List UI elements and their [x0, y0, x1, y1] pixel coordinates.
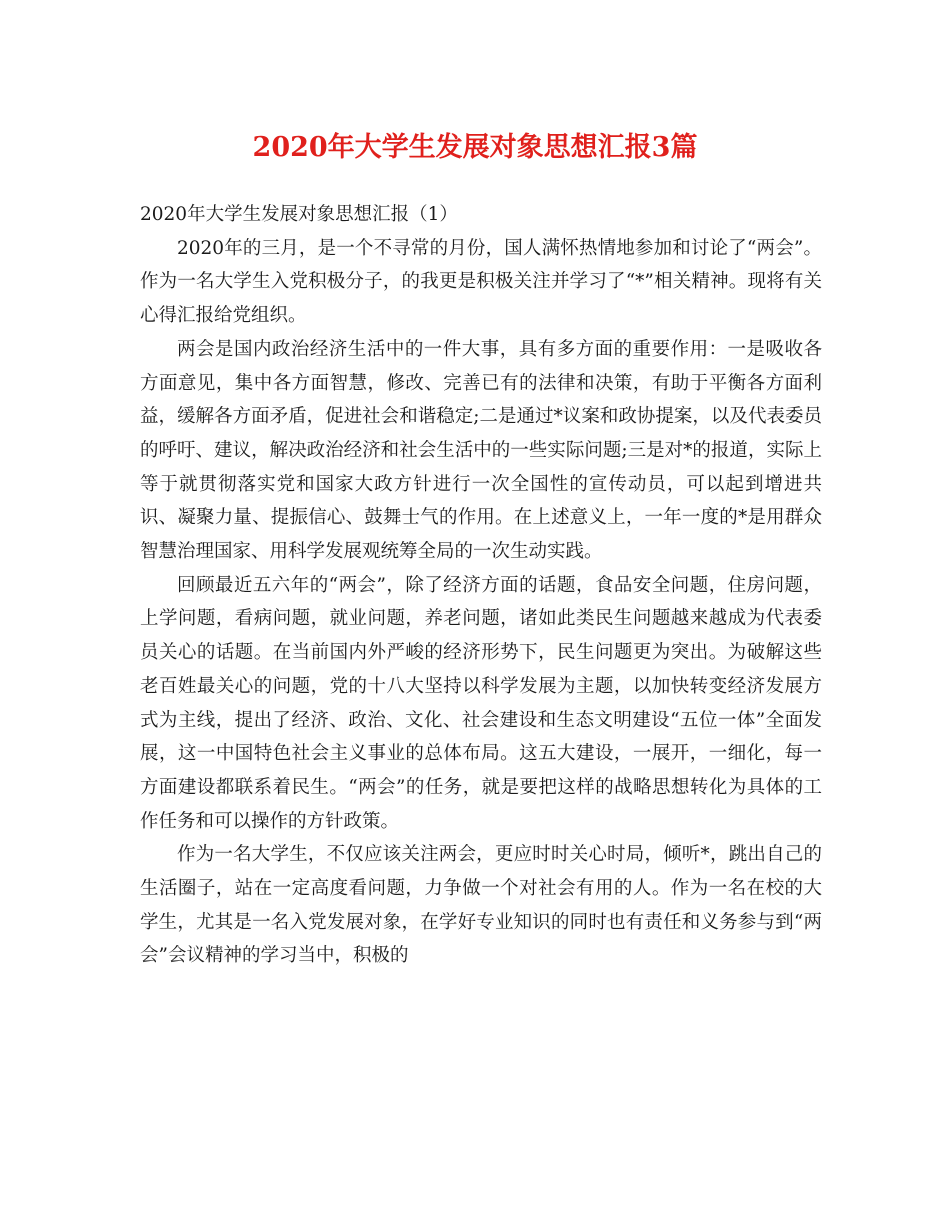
- paragraph-1: 2020年的三月，是一个不寻常的月份，国人满怀热情地参加和讨论了“两会”。作为一名大学生入党积极分子，的我更是积极关注并学习了“*”相关精神。现将有关心得汇报给党组织。: [140, 237, 822, 327]
- paragraph-3: 回顾最近五六年的“两会”，除了经济方面的话题，食品安全问题，住房问题，上学问题，看病问题，就业问题，养老问题，诸如此类民生问题越来越成为代表委员关心的话题。在当前国内外严峻的经济形势下，民生问题更为突出。为破解这些老百姓最关心的问题，党的十八大坚持以科学发展为主题，以加快转变经济发展方式为主线，提出了经济、政治、文化、社会建设和生态文明建设“五位一体”全面发展，这一中国特色社会主义事业的总体布局。这五大建设，一展开，一细化，每一方面建设都联系着民生。“两会”的任务，就是要把这样的战略思想转化为具体的工作任务和可以操作的方针政策。: [140, 574, 822, 832]
- paragraph-4: 作为一名大学生，不仅应该关注两会，更应时时关心时局，倾听*，跳出自己的生活圈子，站在一定高度看问题，力争做一个对社会有用的人。作为一名在校的大学生，尤其是一名入党发展对象，在学好专业知识的同时也有责任和义务参与到“两会”会议精神的学习当中，积极的: [140, 844, 822, 967]
- paragraph-2: 两会是国内政治经济生活中的一件大事，具有多方面的重要作用：一是吸收各方面意见，集中各方面智慧，修改、完善已有的法律和决策，有助于平衡各方面利益，缓解各方面矛盾，促进社会和谐稳定;二是通过*议案和政协提案，以及代表委员的呼吁、建议，解决政治经济和社会生活中的一些实际问题;三是对*的报道，实际上等于就贯彻落实党和国家大政方针进行一次全国性的宣传动员，可以起到增进共识、凝聚力量、提振信心、鼓舞士气的作用。在上述意义上，一年一度的*是用群众智慧治理国家、用科学发展观统筹全局的一次生动实践。: [140, 338, 822, 563]
- section-heading: 2020年大学生发展对象思想汇报（1）: [140, 204, 458, 225]
- document-body: [140, 198, 822, 973]
- document-title: 2020年大学生发展对象思想汇报3篇: [252, 132, 698, 163]
